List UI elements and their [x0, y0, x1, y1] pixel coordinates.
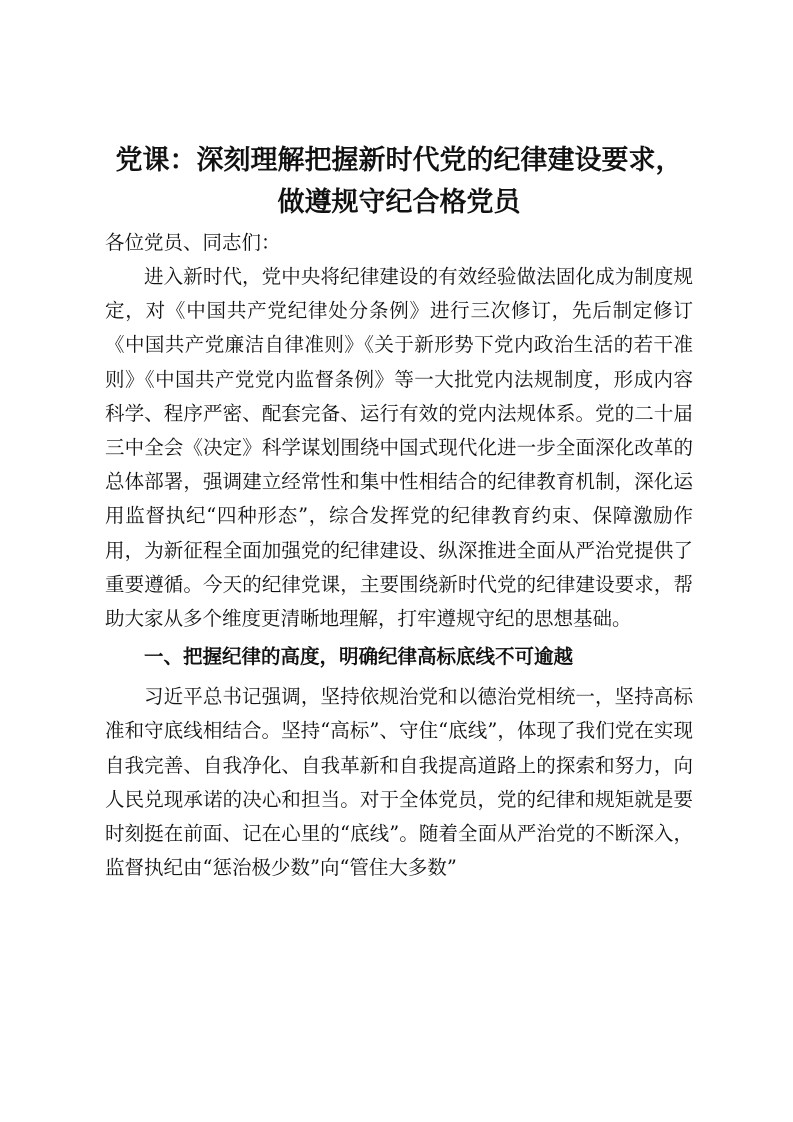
section-paragraph: 习近平总书记强调，坚持依规治党和以德治党相统一，坚持高标准和守底线相结合。坚持“高标”、守住“底线”，体现了我们党在实现自我完善、自我净化、自我革新和自我提高道路上的探索和努力，向人民兑现承诺的决心和担当。对于全体党员，党的纪律和规矩就是要时刻挺在前面、记在心里的“底线”。随着全面从严治党的不断深入，监督执纪由“惩治极少数”向“管住大多数” [105, 685, 693, 880]
intro-paragraph: 进入新时代，党中央将纪律建设的有效经验做法固化成为制度规定，对《中国共产党纪律处分条例》进行三次修订，先后制定修订《中国共产党廉洁自律准则》《关于新形势下党内政治生活的若干准则》《中国共产党党内监督条例》等一大批党内法规制度，形成内容科学、程序严密、配套完备、运行有效的党内法规体系。党的二十届三中全会《决定》科学谋划围绕中国式现代化进一步全面深化改革的总体部署，强调建立经常性和集中性相结合的纪律教育机制，深化运用监督执纪“四种形态”，综合发挥党的纪律教育约束、保障激励作用，为新征程全面加强党的纪律建设、纵深推进全面从严治党提供了重要遵循。今天的纪律党课，主要围绕新时代党的纪律建设要求，帮助大家从多个维度更清晰地理解，打牢遵规守纪的思想基础。 [105, 265, 693, 631]
document-title [105, 140, 693, 224]
section-heading: 一、把握纪律的高度，明确纪律高标底线不可逾越 [144, 645, 574, 669]
title-line-1: 党课：深刻理解把握新时代党的纪律建设要求， [115, 145, 683, 176]
title-line-2: 做遵规守纪合格党员 [277, 187, 521, 218]
document-body [105, 140, 693, 885]
salutation: 各位党员、同志们： [105, 231, 281, 254]
